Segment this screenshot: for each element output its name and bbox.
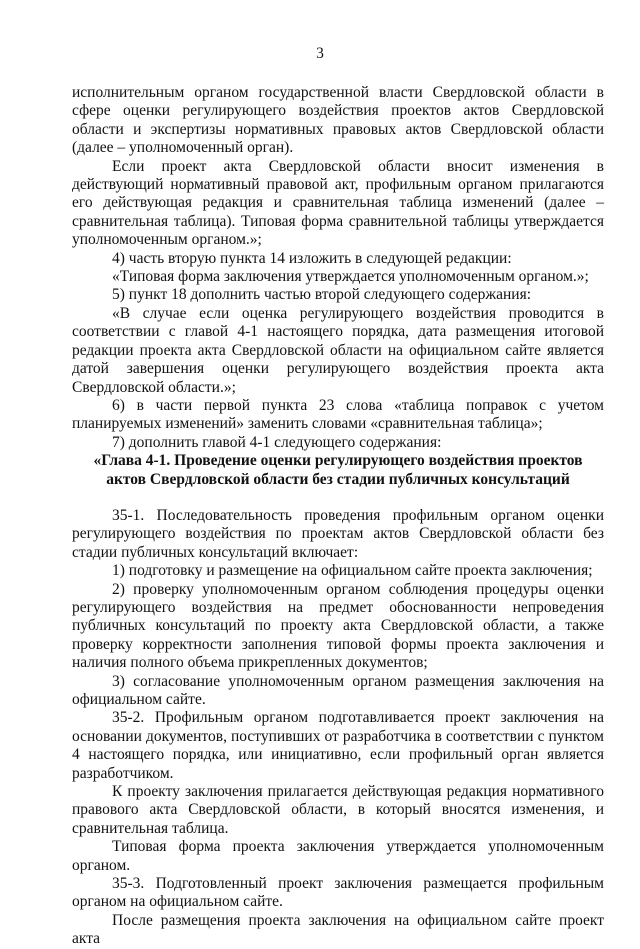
paragraph-7: 7) дополнить главой 4-1 следующего содержания:	[112, 433, 442, 451]
document-body	[72, 84, 604, 949]
chapter-heading-line-1: «Глава 4-1. Проведение оценки регулирующего воздействия проектов	[93, 452, 583, 470]
chapter-heading	[72, 452, 604, 489]
paragraph-6: 6) в части первой пункта 23 слова «таблица поправок с учетом планируемых изменений» заменить словами «сравнительная таблица»;	[72, 396, 604, 433]
paragraph-10: 2) проверку уполномоченным органом соблюдения процедуры оценки регулирующего воздействия на предмет обоснованности непроведения публичных консультаций по проекту акта Свердловской области, а также проверку корректности заполнения типовой формы проекта заключения и наличия полного объема прикрепленных документов;	[72, 580, 604, 672]
paragraph-13: К проекту заключения прилагается действующая редакция нормативного правового акта Свердловской области, в который вносятся изменения, и сравнительная таблица.	[72, 783, 604, 837]
paragraph-14: Типовая форма проекта заключения утверждается уполномоченным органом.	[72, 838, 604, 874]
paragraph-5: «В случае если оценка регулирующего воздействия проводится в соответствии с главой 4-1 настоящего порядка, дата размещения итоговой редакции проекта акта Свердловской области на официальном сайте является датой завершения оценки регулирующего воздействия проекта акта Свердловской области.»;	[72, 304, 604, 396]
chapter-heading-line-2: актов Свердловской области без стадии публичных консультаций	[106, 470, 570, 488]
paragraph-9: 1) подготовку и размещение на официальном сайте проекта заключения;	[112, 562, 593, 580]
paragraph-3: «Типовая форма заключения утверждается уполномоченным органом.»;	[112, 268, 589, 286]
page-number: 3	[316, 45, 324, 62]
paragraph-8: 35-1. Последовательность проведения профильным органом оценки регулирующего воздействия по проектам актов Свердловской области без стадии публичных консультаций включает:	[72, 506, 604, 561]
paragraph-1: Если проект акта Свердловской области вносит изменения в действующий нормативный правовой акт, профильным органом прилагаются его действующая редакция и сравнительная таблица изменений (далее – сравнительная таблица). Типовая форма сравнительной таблицы утверждается уполномоченным органом.»;	[72, 157, 604, 249]
paragraph-16: После размещения проекта заключения на официальном сайте проект акта	[72, 911, 604, 948]
paragraph-0: исполнительным органом государственной власти Свердловской области в сфере оценки регулирующего воздействия проектов актов Свердловской области и экспертизы нормативных правовых актов Свердловской области (далее – уполномоченный орган).	[72, 84, 604, 157]
paragraph-4: 5) пункт 18 дополнить частью второй следующего содержания:	[112, 286, 531, 304]
spacer	[72, 489, 604, 507]
paragraph-2: 4) часть вторую пункта 14 изложить в следующей редакции:	[112, 249, 512, 267]
paragraph-11: 3) согласование уполномоченным органом размещения заключения на официальном сайте.	[72, 672, 604, 708]
paragraph-12: 35-2. Профильным органом подготавливается проект заключения на основании документов, поступивших от разработчика в соответствии с пунктом 4 настоящего порядка, или инициативно, если профильный орган является разработчиком.	[72, 709, 604, 782]
paragraph-15: 35-3. Подготовленный проект заключения размещается профильным органом на официальном сайте.	[72, 875, 604, 911]
